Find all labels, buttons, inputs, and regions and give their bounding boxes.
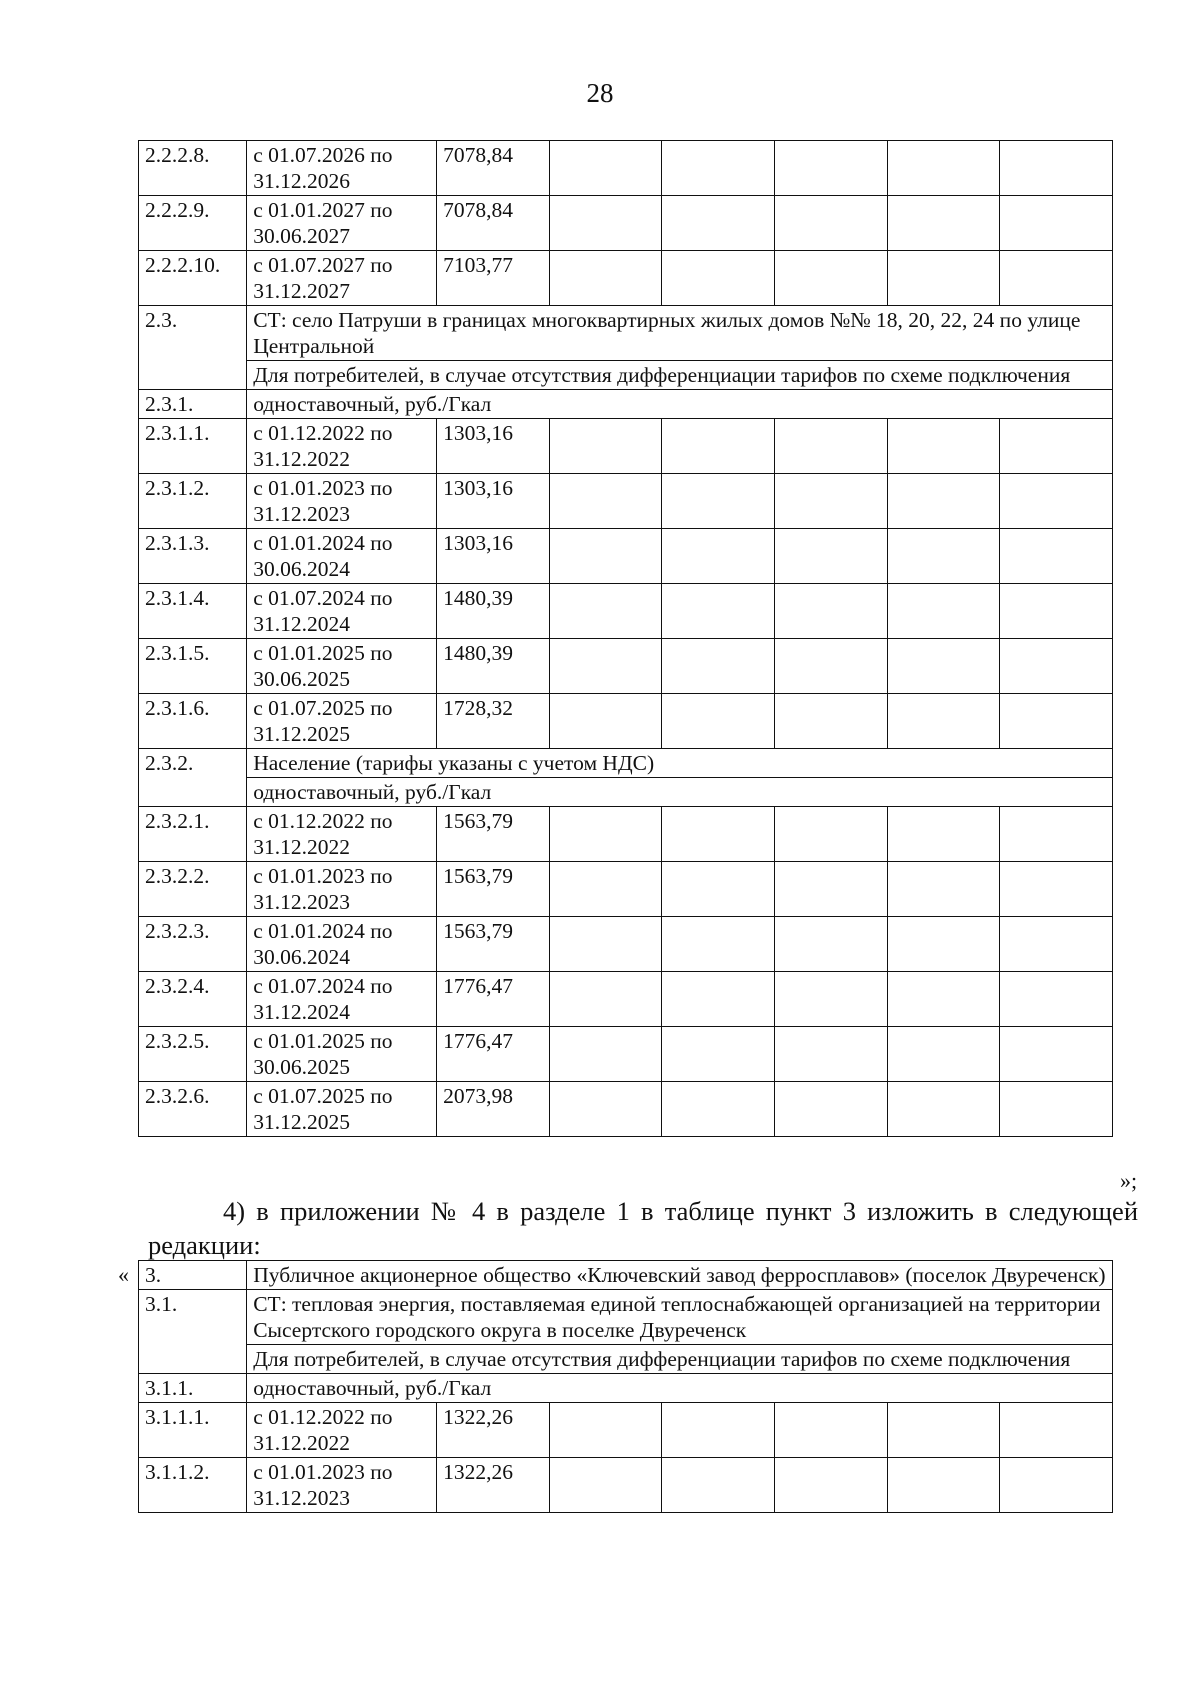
period-cell: с 01.07.2027 по 31.12.2027 (247, 251, 437, 306)
empty-cell (1000, 862, 1113, 917)
empty-cell (1000, 694, 1113, 749)
header-row (139, 1261, 1113, 1290)
period-cell: с 01.01.2023 по 31.12.2023 (247, 862, 437, 917)
empty-cell (887, 972, 1000, 1027)
empty-cell (549, 474, 662, 529)
empty-cell (887, 807, 1000, 862)
table-row (139, 1027, 1113, 1082)
empty-cell (887, 196, 1000, 251)
tariff-value: 7078,84 (437, 141, 550, 196)
empty-cell (662, 474, 775, 529)
empty-cell (662, 419, 775, 474)
empty-cell (775, 1458, 888, 1513)
table-row (139, 917, 1113, 972)
tariff-value: 1776,47 (437, 1027, 550, 1082)
empty-cell (549, 807, 662, 862)
empty-cell (775, 141, 888, 196)
empty-cell (775, 1082, 888, 1137)
empty-cell (1000, 1458, 1113, 1513)
tariff-value: 1322,26 (437, 1458, 550, 1513)
empty-cell (549, 1403, 662, 1458)
period-cell: с 01.07.2025 по 31.12.2025 (247, 694, 437, 749)
empty-cell (775, 972, 888, 1027)
empty-cell (549, 196, 662, 251)
section-subtitle: Для потребителей, в случае отсутствия дифференциации тарифов по схеме подключения (247, 361, 1113, 390)
empty-cell (662, 251, 775, 306)
empty-cell (549, 1082, 662, 1137)
period-cell: с 01.01.2025 по 30.06.2025 (247, 1027, 437, 1082)
period-cell: с 01.07.2024 по 31.12.2024 (247, 584, 437, 639)
period-cell: с 01.07.2026 по 31.12.2026 (247, 141, 437, 196)
empty-cell (1000, 807, 1113, 862)
empty-cell (549, 639, 662, 694)
table-row (139, 474, 1113, 529)
empty-cell (775, 1027, 888, 1082)
row-number: 2.2.2.8. (139, 141, 247, 196)
empty-cell (549, 972, 662, 1027)
empty-cell (775, 196, 888, 251)
page-number: 28 (586, 78, 614, 108)
table-row (139, 1082, 1113, 1137)
empty-cell (887, 917, 1000, 972)
empty-cell (775, 529, 888, 584)
empty-cell (887, 694, 1000, 749)
empty-cell (549, 529, 662, 584)
row-number: 2.3.2.3. (139, 917, 247, 972)
empty-cell (1000, 251, 1113, 306)
header-row (139, 1374, 1113, 1403)
empty-cell (662, 141, 775, 196)
empty-cell (887, 1403, 1000, 1458)
empty-cell (662, 972, 775, 1027)
tariff-value: 1776,47 (437, 972, 550, 1027)
row-number: 2.3.1.1. (139, 419, 247, 474)
tariff-table-new-item (138, 1260, 1113, 1513)
empty-cell (662, 1027, 775, 1082)
tariff-value: 1480,39 (437, 584, 550, 639)
row-number: 3. (139, 1261, 247, 1290)
period-cell: с 01.12.2022 по 31.12.2022 (247, 807, 437, 862)
empty-cell (1000, 1027, 1113, 1082)
tariff-value: 2073,98 (437, 1082, 550, 1137)
empty-cell (1000, 141, 1113, 196)
row-number: 2.2.2.9. (139, 196, 247, 251)
empty-cell (1000, 196, 1113, 251)
period-cell: с 01.01.2023 по 31.12.2023 (247, 474, 437, 529)
opening-quote: « (118, 1262, 129, 1287)
period-cell: с 01.01.2024 по 30.06.2024 (247, 529, 437, 584)
empty-cell (549, 251, 662, 306)
table-row (139, 807, 1113, 862)
row-number: 2.3.2.1. (139, 807, 247, 862)
empty-cell (887, 1082, 1000, 1137)
section-subrow (139, 1345, 1113, 1374)
empty-cell (549, 862, 662, 917)
tariff-value: 1563,79 (437, 862, 550, 917)
empty-cell (887, 529, 1000, 584)
header-row (139, 390, 1113, 419)
table-row (139, 639, 1113, 694)
table-row (139, 584, 1113, 639)
table-row (139, 141, 1113, 196)
period-cell: с 01.01.2024 по 30.06.2024 (247, 917, 437, 972)
tariff-value: 1322,26 (437, 1403, 550, 1458)
empty-cell (1000, 584, 1113, 639)
row-number: 2.3. (139, 306, 247, 390)
empty-cell (887, 862, 1000, 917)
empty-cell (1000, 529, 1113, 584)
row-number: 2.3.1.3. (139, 529, 247, 584)
period-cell: с 01.07.2025 по 31.12.2025 (247, 1082, 437, 1137)
empty-cell (662, 1082, 775, 1137)
empty-cell (549, 1458, 662, 1513)
empty-cell (775, 639, 888, 694)
period-cell: с 01.01.2027 по 30.06.2027 (247, 196, 437, 251)
table-row (139, 419, 1113, 474)
empty-cell (549, 1027, 662, 1082)
table-row (139, 1403, 1113, 1458)
section-title: Население (тарифы указаны с учетом НДС) (247, 749, 1113, 778)
row-number: 2.3.1.5. (139, 639, 247, 694)
empty-cell (1000, 972, 1113, 1027)
section-row (139, 306, 1113, 361)
section-subtitle: одноставочный, руб./Гкал (247, 778, 1113, 807)
empty-cell (887, 584, 1000, 639)
empty-cell (1000, 419, 1113, 474)
empty-cell (1000, 1082, 1113, 1137)
empty-cell (887, 474, 1000, 529)
empty-cell (662, 917, 775, 972)
tariff-value: 1303,16 (437, 474, 550, 529)
empty-cell (775, 474, 888, 529)
empty-cell (549, 694, 662, 749)
row-number: 2.3.2.4. (139, 972, 247, 1027)
row-number: 3.1.1.1. (139, 1403, 247, 1458)
row-number: 2.3.1.4. (139, 584, 247, 639)
tariff-table-body (139, 141, 1113, 1137)
section-row (139, 1290, 1113, 1345)
table-row (139, 972, 1113, 1027)
empty-cell (887, 639, 1000, 694)
row-number: 2.3.2.6. (139, 1082, 247, 1137)
tariff-table-body (139, 1261, 1113, 1513)
tariff-value: 1303,16 (437, 529, 550, 584)
empty-cell (775, 862, 888, 917)
header-text: Публичное акционерное общество «Ключевский завод ферросплавов» (поселок Двуреченск) (247, 1261, 1113, 1290)
empty-cell (775, 807, 888, 862)
tariff-value: 7078,84 (437, 196, 550, 251)
empty-cell (662, 1403, 775, 1458)
section-title: СТ: село Патруши в границах многоквартирных жилых домов №№ 18, 20, 22, 24 по улице Центральной (247, 306, 1113, 361)
empty-cell (549, 419, 662, 474)
row-number: 3.1. (139, 1290, 247, 1374)
row-number: 2.3.2.2. (139, 862, 247, 917)
row-number: 2.2.2.10. (139, 251, 247, 306)
empty-cell (1000, 639, 1113, 694)
empty-cell (887, 1027, 1000, 1082)
empty-cell (662, 807, 775, 862)
empty-cell (887, 141, 1000, 196)
tariff-value: 1480,39 (437, 639, 550, 694)
table-row (139, 694, 1113, 749)
header-text: одноставочный, руб./Гкал (247, 390, 1113, 419)
empty-cell (775, 419, 888, 474)
period-cell: с 01.01.2023 по 31.12.2023 (247, 1458, 437, 1513)
row-number: 2.3.2.5. (139, 1027, 247, 1082)
period-cell: с 01.12.2022 по 31.12.2022 (247, 419, 437, 474)
empty-cell (775, 584, 888, 639)
tariff-value: 1728,32 (437, 694, 550, 749)
section-subtitle: Для потребителей, в случае отсутствия дифференциации тарифов по схеме подключения (247, 1345, 1113, 1374)
empty-cell (1000, 917, 1113, 972)
row-number: 2.3.1.2. (139, 474, 247, 529)
empty-cell (549, 584, 662, 639)
empty-cell (662, 196, 775, 251)
tariff-value: 1563,79 (437, 807, 550, 862)
amendment-paragraph: 4) в приложении № 4 в разделе 1 в таблице пункт 3 изложить в следующей редакции: (148, 1196, 1138, 1260)
row-number: 2.3.1. (139, 390, 247, 419)
section-row (139, 749, 1113, 778)
closing-quote: »; (1120, 1168, 1138, 1193)
empty-cell (775, 251, 888, 306)
empty-cell (887, 251, 1000, 306)
empty-cell (775, 1403, 888, 1458)
section-subrow (139, 361, 1113, 390)
empty-cell (662, 529, 775, 584)
empty-cell (662, 862, 775, 917)
empty-cell (549, 141, 662, 196)
table-row (139, 1458, 1113, 1513)
tariff-value: 7103,77 (437, 251, 550, 306)
empty-cell (775, 917, 888, 972)
table-row (139, 251, 1113, 306)
section-title: СТ: тепловая энергия, поставляемая единой теплоснабжающей организацией на территории Сысертского городского округа в поселке Двуреченск (247, 1290, 1113, 1345)
period-cell: с 01.12.2022 по 31.12.2022 (247, 1403, 437, 1458)
period-cell: с 01.07.2024 по 31.12.2024 (247, 972, 437, 1027)
empty-cell (662, 694, 775, 749)
row-number: 3.1.1. (139, 1374, 247, 1403)
empty-cell (1000, 474, 1113, 529)
empty-cell (887, 1458, 1000, 1513)
tariff-value: 1563,79 (437, 917, 550, 972)
empty-cell (662, 1458, 775, 1513)
empty-cell (775, 694, 888, 749)
empty-cell (549, 917, 662, 972)
header-text: одноставочный, руб./Гкал (247, 1374, 1113, 1403)
period-cell: с 01.01.2025 по 30.06.2025 (247, 639, 437, 694)
empty-cell (1000, 1403, 1113, 1458)
row-number: 3.1.1.2. (139, 1458, 247, 1513)
row-number: 2.3.1.6. (139, 694, 247, 749)
table-row (139, 196, 1113, 251)
table-row (139, 529, 1113, 584)
row-number: 2.3.2. (139, 749, 247, 807)
empty-cell (887, 419, 1000, 474)
empty-cell (662, 584, 775, 639)
tariff-value: 1303,16 (437, 419, 550, 474)
section-subrow (139, 778, 1113, 807)
empty-cell (662, 639, 775, 694)
table-row (139, 862, 1113, 917)
tariff-table-continued (138, 140, 1113, 1137)
